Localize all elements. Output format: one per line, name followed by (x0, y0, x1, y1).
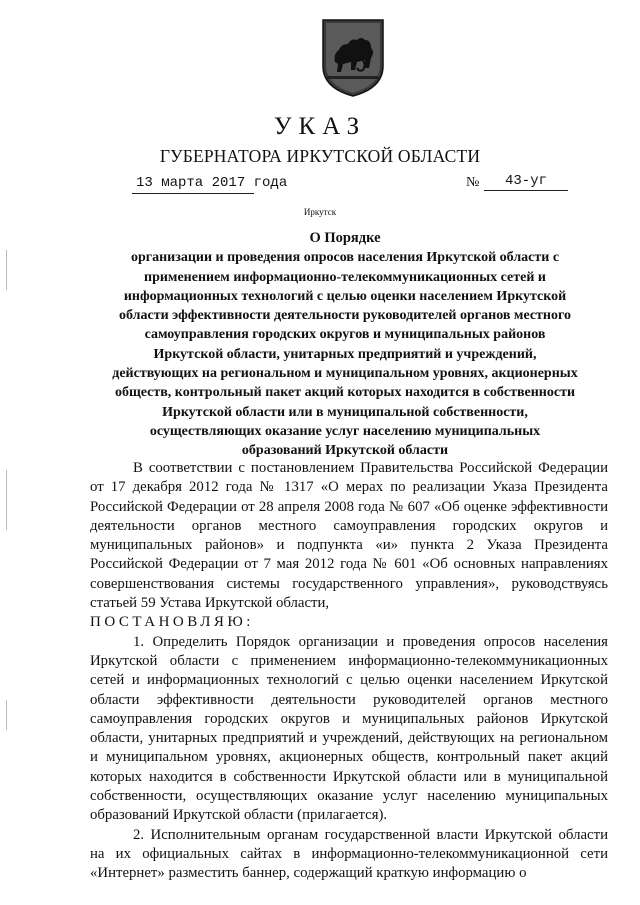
item-1-paragraph: 1. Определить Порядок организации и проведения опросов населения Иркутской области с применением информационно-телекоммуникационных сетей и информационных технологий с целью оценки населением Иркутской области эффективности деятельности руководителей органов местного самоуправления городских округов и муниципальных районов Иркутской области, унитарных предприятий и учреждений, действующих на региональном и муниципальном уровнях, акционерных обществ, контрольный пакет акций которых находится в собственности Иркутской области или в муниципальной собственности, осуществляющих оказание услуг населению муниципальных образований Иркутской области (прилагается). (90, 633, 608, 824)
date-underline (132, 193, 254, 194)
number-label: № (466, 175, 480, 190)
city-label: Иркутск (303, 207, 337, 217)
subject-text: организации и проведения опросов населения Иркутской области с применением информационно-телекоммуникационных сетей и информационных технологий с целью оценки населением Иркутской области эффективности деятельности руководителей органов местного самоуправления городских округов и муниципальных районов Иркутской области, унитарных предприятий и учреждений, действующих на региональном и муниципальном уровнях, акционерных обществ, контрольный пакет акций которых находится в собственности Иркутской области или в муниципальной собственности, осуществляющих оказание услуг населению муниципальных образований Иркутской области (112, 250, 578, 459)
item-2-paragraph: 2. Исполнительным органам государственной власти Иркутской области на их официальных сайтах в информационно-телекоммуникационной сети «Интернет» разместить баннер, содержащий краткую информацию о (90, 826, 608, 882)
scan-edge-marks (6, 0, 8, 905)
document-number: 43-уг (504, 173, 547, 189)
issuer-title: ГУБЕРНАТОРА ИРКУТСКОЙ ОБЛАСТИ (159, 146, 481, 166)
subject-heading: О Порядке (309, 230, 381, 246)
document-type-title: УКАЗ (273, 113, 367, 140)
decree-word: ПОСТАНОВЛЯЮ: (90, 614, 254, 631)
document-date: 13 марта 2017 года (136, 175, 288, 191)
coat-of-arms-icon (321, 18, 385, 98)
document-body (90, 459, 608, 884)
preamble-paragraph: В соответствии с постановлением Правительства Российской Федерации от 17 декабря 2012 года № 1317 «О мерах по реализации Указа Президента Российской Федерации от 28 апреля 2008 года № 607 «Об оценке эффективности деятельности органов местного самоуправления городских округов и муниципальных районов» и подпункта «и» пункта 2 Указа Президента Российской Федерации от 7 мая 2012 года № 601 «Об основных направлениях совершенствования системы государственного управления», руководствуясь статьей 59 Устава Иркутской области, (90, 460, 608, 612)
number-underline (484, 190, 568, 191)
document-subject (110, 229, 580, 461)
